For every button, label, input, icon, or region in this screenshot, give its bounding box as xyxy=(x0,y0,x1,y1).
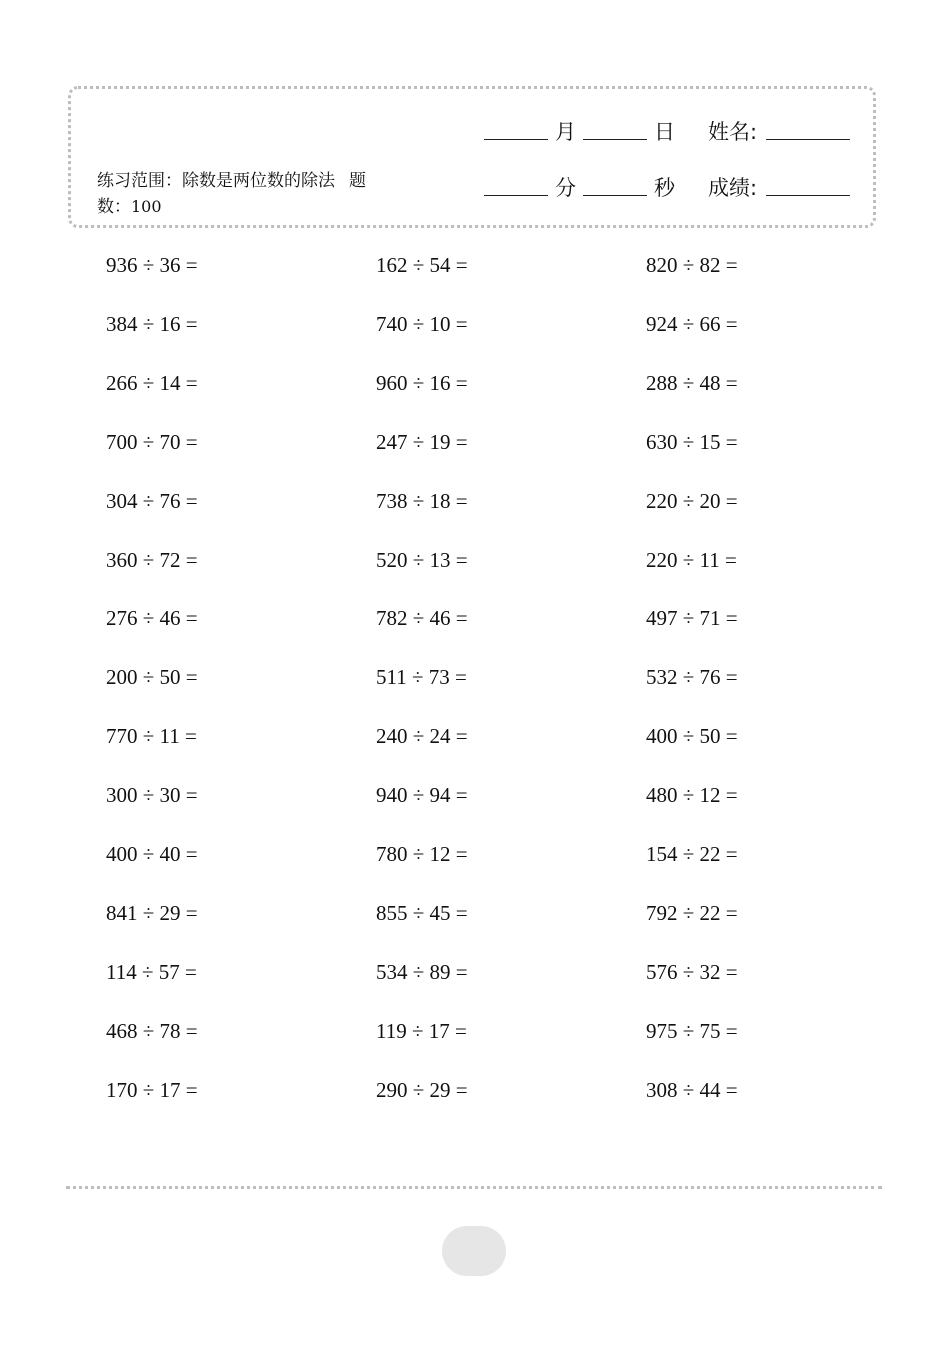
problem-item: 304 ÷ 76 = xyxy=(106,488,198,513)
problem-item: 200 ÷ 50 = xyxy=(106,665,198,690)
problem-item: 288 ÷ 48 = xyxy=(646,370,738,395)
problem-item: 114 ÷ 57 = xyxy=(106,959,197,984)
problem-item: 247 ÷ 19 = xyxy=(376,429,468,454)
problem-item: 630 ÷ 15 = xyxy=(646,429,738,454)
day-blank[interactable] xyxy=(583,139,647,140)
problem-item: 240 ÷ 24 = xyxy=(376,724,468,749)
problem-item: 700 ÷ 70 = xyxy=(106,429,198,454)
minute-label: 分 xyxy=(555,176,576,200)
month-blank[interactable] xyxy=(484,139,548,140)
count-value: 100 xyxy=(131,197,162,216)
page-number-badge xyxy=(442,1226,506,1276)
problem-item: 154 ÷ 22 = xyxy=(646,842,738,866)
problem-item: 300 ÷ 30 = xyxy=(106,783,198,808)
problem-item: 170 ÷ 17 = xyxy=(106,1077,198,1102)
problem-item: 480 ÷ 12 = xyxy=(646,783,738,808)
problem-item: 511 ÷ 73 = xyxy=(376,665,467,690)
problem-item: 266 ÷ 14 = xyxy=(106,370,198,395)
minute-blank[interactable] xyxy=(484,195,548,196)
problem-item: 780 ÷ 12 = xyxy=(376,842,468,866)
problem-item: 855 ÷ 45 = xyxy=(376,900,468,925)
problem-item: 960 ÷ 16 = xyxy=(376,370,468,395)
score-blank[interactable] xyxy=(766,195,850,196)
problem-item: 975 ÷ 75 = xyxy=(646,1018,738,1043)
worksheet-header xyxy=(68,86,876,228)
problem-item: 308 ÷ 44 = xyxy=(646,1077,738,1102)
problem-item: 532 ÷ 76 = xyxy=(646,665,738,690)
problem-item: 940 ÷ 94 = xyxy=(376,783,468,808)
month-label: 月 xyxy=(555,120,576,144)
problem-item: 520 ÷ 13 = xyxy=(376,547,468,572)
footer-divider xyxy=(66,1186,882,1189)
problem-item: 936 ÷ 36 = xyxy=(106,253,198,277)
problem-item: 820 ÷ 82 = xyxy=(646,253,738,277)
problem-item: 276 ÷ 46 = xyxy=(106,606,198,631)
problem-item: 220 ÷ 11 = xyxy=(646,547,737,572)
problem-item: 576 ÷ 32 = xyxy=(646,959,738,984)
second-blank[interactable] xyxy=(583,195,647,196)
problem-item: 792 ÷ 22 = xyxy=(646,900,738,925)
problem-item: 740 ÷ 10 = xyxy=(376,311,468,336)
problem-item: 119 ÷ 17 = xyxy=(376,1018,467,1043)
name-label: 姓名: xyxy=(708,120,758,144)
problem-item: 738 ÷ 18 = xyxy=(376,488,468,513)
problem-item: 468 ÷ 78 = xyxy=(106,1018,198,1043)
range-value: 除数是两位数的除法 xyxy=(182,171,335,191)
score-label: 成绩: xyxy=(708,176,758,200)
problem-item: 782 ÷ 46 = xyxy=(376,606,468,631)
problem-item: 770 ÷ 11 = xyxy=(106,724,197,749)
count-label: 题数： xyxy=(97,171,366,217)
problem-item: 162 ÷ 54 = xyxy=(376,253,468,277)
problem-item: 497 ÷ 71 = xyxy=(646,606,738,631)
day-label: 日 xyxy=(654,120,675,144)
practice-range-text xyxy=(97,169,367,220)
problem-item: 400 ÷ 50 = xyxy=(646,724,738,749)
problem-item: 290 ÷ 29 = xyxy=(376,1077,468,1102)
second-label: 秒 xyxy=(654,176,675,200)
problem-item: 360 ÷ 72 = xyxy=(106,547,198,572)
name-blank[interactable] xyxy=(766,139,850,140)
problem-item: 400 ÷ 40 = xyxy=(106,842,198,866)
problem-item: 220 ÷ 20 = xyxy=(646,488,738,513)
problem-item: 384 ÷ 16 = xyxy=(106,311,198,336)
problem-item: 534 ÷ 89 = xyxy=(376,959,468,984)
problem-item: 841 ÷ 29 = xyxy=(106,900,198,925)
problem-item: 924 ÷ 66 = xyxy=(646,311,738,336)
range-label: 练习范围： xyxy=(97,171,182,191)
